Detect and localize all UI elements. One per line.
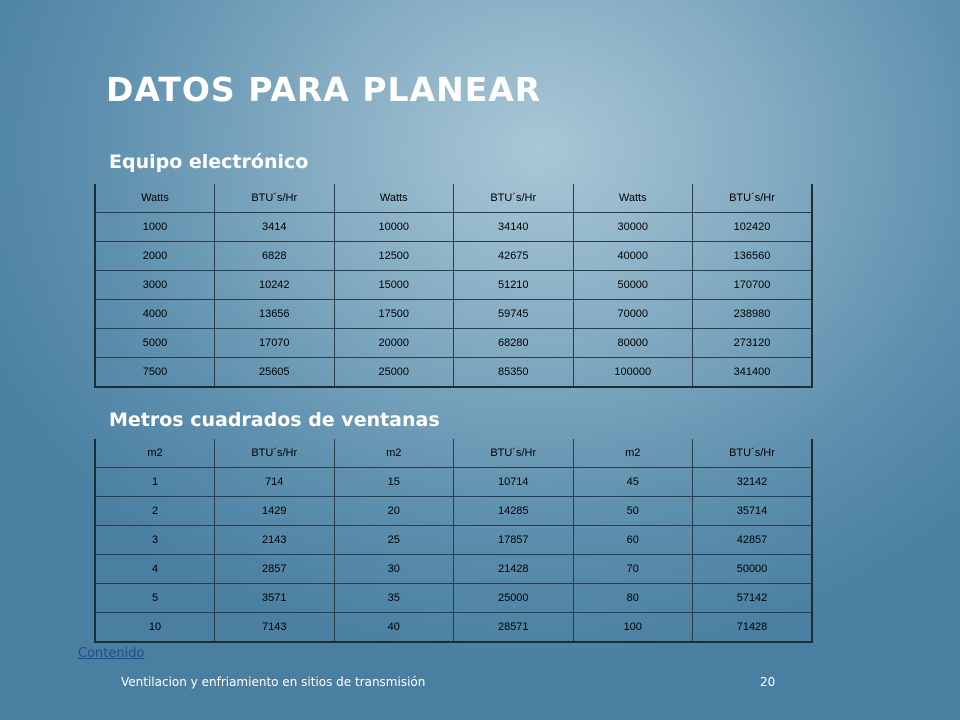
header-cell: Watts <box>334 184 454 213</box>
table-cell: 100 <box>573 613 693 643</box>
table-cell: 1000 <box>95 213 215 242</box>
table-cell: 40 <box>334 613 454 643</box>
table-cell: 4 <box>95 555 215 584</box>
table-row <box>95 497 812 526</box>
table-cell: 14285 <box>454 497 574 526</box>
table-row <box>95 526 812 555</box>
table-cell: 68280 <box>454 329 574 358</box>
table-cell: 17500 <box>334 300 454 329</box>
table-header-row <box>95 439 812 468</box>
header-cell: m2 <box>334 439 454 468</box>
table-cell: 170700 <box>693 271 813 300</box>
table-cell: 80000 <box>573 329 693 358</box>
table-cell: 34140 <box>454 213 574 242</box>
equipment-table <box>94 184 813 388</box>
table-cell: 10714 <box>454 468 574 497</box>
table-cell: 5000 <box>95 329 215 358</box>
table-cell: 102420 <box>693 213 813 242</box>
table-cell: 1429 <box>215 497 335 526</box>
table-cell: 85350 <box>454 358 574 388</box>
header-cell: BTU´s/Hr <box>215 184 335 213</box>
header-cell: BTU´s/Hr <box>693 439 813 468</box>
table-cell: 30000 <box>573 213 693 242</box>
table-cell: 341400 <box>693 358 813 388</box>
table-row <box>95 300 812 329</box>
table-cell: 4000 <box>95 300 215 329</box>
table-cell: 50000 <box>693 555 813 584</box>
table-cell: 20 <box>334 497 454 526</box>
table-row <box>95 584 812 613</box>
slide-title: DATOS PARA PLANEAR <box>106 70 542 109</box>
table-cell: 32142 <box>693 468 813 497</box>
table-cell: 51210 <box>454 271 574 300</box>
footer-text: Ventilacion y enfriamiento en sitios de transmisión <box>121 675 426 689</box>
table-cell: 10 <box>95 613 215 643</box>
table-cell: 25000 <box>334 358 454 388</box>
table-cell: 35 <box>334 584 454 613</box>
table-cell: 100000 <box>573 358 693 388</box>
table-cell: 20000 <box>334 329 454 358</box>
table-cell: 42857 <box>693 526 813 555</box>
table-cell: 45 <box>573 468 693 497</box>
table-cell: 10242 <box>215 271 335 300</box>
table-row <box>95 242 812 271</box>
table-cell: 50000 <box>573 271 693 300</box>
table-cell: 21428 <box>454 555 574 584</box>
table-cell: 3 <box>95 526 215 555</box>
table-cell: 80 <box>573 584 693 613</box>
table-cell: 12500 <box>334 242 454 271</box>
header-cell: Watts <box>95 184 215 213</box>
table-cell: 273120 <box>693 329 813 358</box>
table-cell: 50 <box>573 497 693 526</box>
table-row <box>95 329 812 358</box>
header-cell: m2 <box>573 439 693 468</box>
table-cell: 15000 <box>334 271 454 300</box>
table-cell: 2 <box>95 497 215 526</box>
table-cell: 57142 <box>693 584 813 613</box>
table-cell: 17070 <box>215 329 335 358</box>
subtitle-metros-cuadrados: Metros cuadrados de ventanas <box>109 409 440 431</box>
table-cell: 7143 <box>215 613 335 643</box>
table-cell: 59745 <box>454 300 574 329</box>
table-cell: 238980 <box>693 300 813 329</box>
table-cell: 25000 <box>454 584 574 613</box>
table-cell: 10000 <box>334 213 454 242</box>
table-row <box>95 468 812 497</box>
contenido-link[interactable]: Contenido <box>78 646 145 661</box>
table-row <box>95 613 812 643</box>
header-cell: BTU´s/Hr <box>693 184 813 213</box>
table-cell: 6828 <box>215 242 335 271</box>
table-row <box>95 213 812 242</box>
table-cell: 25 <box>334 526 454 555</box>
header-cell: BTU´s/Hr <box>215 439 335 468</box>
table-cell: 136560 <box>693 242 813 271</box>
table-cell: 25605 <box>215 358 335 388</box>
table-cell: 40000 <box>573 242 693 271</box>
table-cell: 1 <box>95 468 215 497</box>
table-cell: 28571 <box>454 613 574 643</box>
table-cell: 3000 <box>95 271 215 300</box>
table-cell: 3571 <box>215 584 335 613</box>
table-cell: 70 <box>573 555 693 584</box>
table-cell: 71428 <box>693 613 813 643</box>
table-cell: 13656 <box>215 300 335 329</box>
table-cell: 70000 <box>573 300 693 329</box>
table-cell: 2143 <box>215 526 335 555</box>
table-cell: 42675 <box>454 242 574 271</box>
table-row <box>95 358 812 388</box>
page-number: 20 <box>760 675 776 689</box>
header-cell: BTU´s/Hr <box>454 184 574 213</box>
table-cell: 60 <box>573 526 693 555</box>
table-cell: 3414 <box>215 213 335 242</box>
table-cell: 35714 <box>693 497 813 526</box>
table-row <box>95 555 812 584</box>
header-cell: BTU´s/Hr <box>454 439 574 468</box>
table-cell: 17857 <box>454 526 574 555</box>
table-cell: 2000 <box>95 242 215 271</box>
header-cell: m2 <box>95 439 215 468</box>
table-cell: 714 <box>215 468 335 497</box>
subtitle-equipo-electronico: Equipo electrónico <box>109 151 309 173</box>
windows-table <box>94 439 813 643</box>
table-cell: 5 <box>95 584 215 613</box>
table-row <box>95 271 812 300</box>
table-cell: 15 <box>334 468 454 497</box>
table-cell: 30 <box>334 555 454 584</box>
header-cell: Watts <box>573 184 693 213</box>
table-header-row <box>95 184 812 213</box>
table-cell: 2857 <box>215 555 335 584</box>
table-cell: 7500 <box>95 358 215 388</box>
